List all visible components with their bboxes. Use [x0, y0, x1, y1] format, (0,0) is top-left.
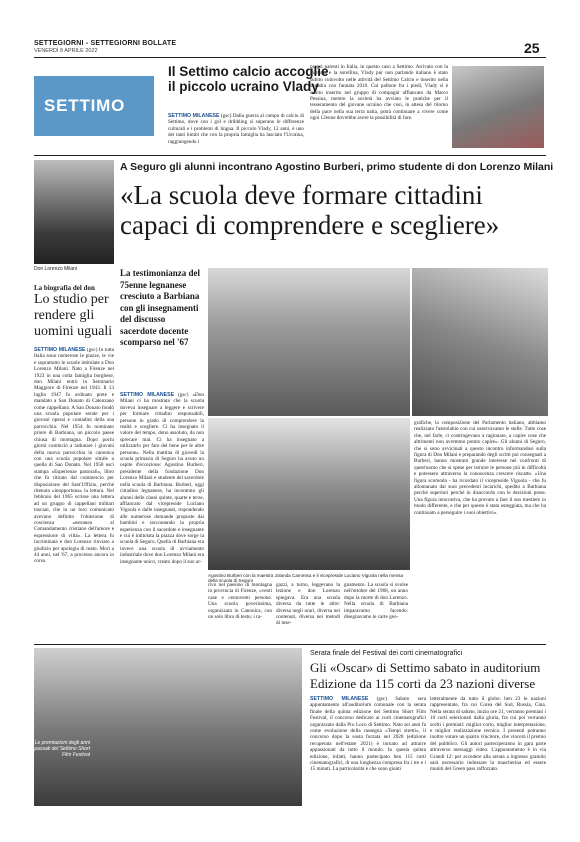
page-number: 25 [524, 40, 540, 56]
main-column-2: rivo nel paesino di montagna in provincia di Firenze, «venti case e centoventi persone. Una scuola poverissima, organizzata in Canonica, con un solo libro di testo; i ra- [208, 582, 272, 621]
oscar-column-1 [310, 696, 426, 808]
oscar-headline: Gli «Oscar» di Settimo sabato in auditorium [310, 660, 541, 675]
bio-headline: Lo studio per rendere gli uomini uguali [34, 292, 113, 339]
oscar-subheadline: Edizione da 115 corti da 23 nazioni diverse [310, 676, 536, 691]
main-text-1: (gsc) «Don Milani ci ha mostrato che la scuola doveva insegnare a leggere e scrivere per formare cittadini responsabili, persone in grado di comprendere la realtà e scegliere. Ci ha insegnato il valore del tempo, dono assoluto, da non sprecare mai. Ci ha insegnato a utilizzarlo per fare del bene per le altre persone». Nella mattina di giovedì la scuola primaria di Seguro ha avuto un ospite d'eccezione: Agostino Burberi, presidente della fondazione Don Lorenzo Milani e studente del sacerdote nella scuola di Barbiana. Burberi, oggi cittadino legnanese, ha incontrato gli alunni delle classi quinte, quarte e terze, affiancato dal vicepreside Luciano Vigoola e dalle insegnanti, rispondendo alle numerose domande proposte dai bambini e raccontando la propria esperienza con il sacerdote e insegnante e cui è intitolata la piazza dove sorge la scuola di Seguro. Quella di Barbiana era invece una scuola di avviamento industriale dove don Lorenzo Milani era insegnante unico, creato dopo il suo ar- [120, 392, 204, 565]
canteen-photo [208, 418, 410, 570]
oscar-kicker: Serata finale del Festival dei corti cinematografici [310, 650, 463, 657]
bio-kicker: La biografia del don [34, 284, 95, 292]
portrait-caption: Don Lorenzo Milani [34, 266, 78, 272]
main-headline: «La scuola deve formare cittadini capaci di comprendere e scegliere» [120, 180, 500, 240]
section-label: SETTIMO [44, 96, 126, 115]
main-column-5: grafiche, la composizione del Parlamento italiano, abbiamo realizzato l'astrolabio con cui osservavamo le stelle. Tutte cose che, nel farle, ci costringevano a ragionare, a capire cose che altrimenti non avremmo potuto capire». Gli alunni di Seguro, che si sono avvicinati a questo incontro informandosi sulla figura di Don Milani e preparando degli scritti poi consegnati a Burberi, hanno mostrato grande interesse nei confronti di quest'uomo che si spese per istruire le persone più in difficoltà e potessero attraverso la conoscenza crescere riscatto. «Una figura scomoda - ha ricordato il vicepreside Vigoola - che fu allontanato dai suoi precedenti incarichi, spedito a Barbiana perché superiori perché in disaccordo con le decisioni prese. Una figura innovativa, che ha provato a fare il suo mestiere in modo differente, e che per questo è stata osteggiata, ma che ha continuato a perseguire i suoi obiettivi». [414, 420, 546, 516]
main-column-4: gnamento. La scuola si svolse nell'ottobre del 1968, un anno dopo la morte di don Lorenzo. Nella scuola di Barbiana imparavamo facendo: disegnavamo le carte geo- [344, 582, 408, 621]
main-column-3: gazzi, a turno, leggevano la lezione e don Lorenzo spiegava. Era una scuola diversa da tutte le altre: diversa negli orari, diversa nei contenuti, diversa nei metodi di inse- [276, 582, 340, 627]
bio-text: (gsc) In tutta Italia sono numerose le piazze, le vie e soprattutto le scuole intitolate a Don Lorenzo Milani. Nato a Firenze nel 1923 in una colta famiglia borghese, don Milani entrò in Seminario Maggiore di Firenze nel 1943. Il 13 luglio 1947 fu ordinato prete e mandato a San Donato di Calenzano come cappellano. A San Donato fondò una scuola popolare serale per i giovani operai e contadini della sua parrocchia. Nel 1954 fu nominato priore di Barbiana, un piccolo paese chiusa di montagna. Dopo pochi giorni cominciò a radunare i giovani della nuova parrocchia in canonica con una scuola popolare simile a quella di San Donato. Nel 1958 uscì stampa «Esperienze pastorali», libro che fu ritirato dal commercio per disposizione del Sant'Uffizio, perché ritenuta «inopportuna» la lettura. Nel febbraio del 1965 scrisse una lettera ad un gruppo di cappellani militari toscani, che in un loro comunicato avevano definito l'obiezione di coscienza «estranea al Comandamento cristiano dell'amore e espressione di viltà». La lettera fu incriminata e don Lorenzo rinviato a giudizio per apologia di reato. Morì a 44 anni, nel '67, a processo ancora in corso. [34, 347, 114, 565]
oscar-body-kicker: SETTIMO MILANESE [310, 696, 369, 702]
festival-award-photo [34, 648, 302, 806]
main-column-1 [120, 392, 204, 637]
calcio-text-1: (gsc) Dalla guerra al campo di calcio di Settimo, dove con i gol e dribbling si superano le differenze culturali e i problemi di lingua. Il piccolo Vlady, 12 anni, è uno dei tanti bimbi che con la propria famiglia ha lasciato l'Ucraina, raggiungendo i [168, 113, 304, 145]
main-kicker: A Seguro gli alunni incontrano Agostino Burberi, primo studente di don Lorenzo Milani [120, 161, 554, 173]
oscar-divider [34, 644, 546, 645]
oscar-column-2: letteralmente da tutto il globo: ben 23 le nazioni rappresentate, fra cui Corea del Sud, Russia, Cina. Nella serata di sabato, inizio ore 21, verranno premiati i 10 corti selezionati dalla giuria, fra cui poi verranno scelti i premiati: miglior corto, miglior interpretazione, e miglior realizzazione tecnica. I presenti potranno inoltre votare un quarto vincitore, che vincerà il premio del pubblico. Gli autori parteciperanno in gara parte attraverso messaggi video. L'appuntamento è in via Grandi 12: per accedere alla serata a ingresso gratuito sarà necessario indossare la mascherina ed essere muniti del Green pass rafforzato. [430, 696, 546, 773]
publication-name: SETTEGIORNI - SETTEGIORNI BOLLATE [34, 40, 177, 47]
main-photo-caption: Agostino Burberi con la maestra Jolanda Cammisa e il vicepreside Luciano Vigoola nella mensa della scuola di Seguro [208, 573, 404, 583]
bio-column [34, 347, 114, 652]
oscar-text-1: (gsc) Sabato sera appuntamento all'auditorium comunale con la serata finale della quinta edizione del Settimo Short Film Festival, il concorso dedicato ai corti cinematografici organizzato dalla Pro Loco di Settimo. Nato sei anni fa come evoluzione della rassegna «Tempi stretti», il concorso dopo la sosta forzata nel 2020 (edizione recuperata nell'estate 2021) è tornato ad attrarre appassionati da tutto il mondo. In questa quinta edizione, infatti, hanno partecipato ben 115 corti cinematografici, di una lunghezza compresa fra i tre e i 15 minuti. La particolarità è che sono giunti [310, 696, 426, 773]
calcio-column-1 [168, 113, 304, 145]
issue-date: VENERDÌ 8 APRILE 2022 [34, 48, 98, 54]
calcio-kicker: SETTIMO MILANESE [168, 113, 220, 119]
calcio-column-2: propri parenti in Italia, in questo caso a Settimo. Arrivato con la mamma e la sorellina, Vlady pur non parlando italiano è stato subito coinvolto nelle attività del Settimo Calcio e inserito nella squadra con l'annata 2010. Col pallone fra i piedi, Vlady si è subito inserito nel gruppo di compagni affiancato da Marco Pessina, mentre la società ha avviato le pratiche per il tesseramento del giovane ucraino che così, in attesa del ritorno della pace nella sua terra natia, potrà continuare a vivere come ogni 12enne dovrebbe avere la possibilità di fare. [310, 64, 448, 122]
oscar-photo-caption: Le premiazioni degli anni passati del Settimo Short Film Festival [34, 740, 90, 758]
section-divider [34, 155, 546, 156]
students-photo [208, 268, 410, 416]
speaker-photo [412, 268, 548, 416]
portrait-photo [34, 160, 114, 264]
calcio-headline: Il Settimo calcio accoglie il piccolo ucraino Vlady [168, 64, 329, 94]
main-body-kicker: SETTIMO MILANESE [120, 392, 175, 398]
bio-body-kicker: SETTIMO MILANESE [34, 347, 86, 353]
main-deck: La testimonianza del 75enne legnanese cresciuto a Barbiana con gli insegnamenti del discusso sacerdote docente scomparso nel '67 [120, 268, 200, 347]
header-rule [34, 57, 546, 58]
section-badge [34, 76, 154, 136]
soccer-team-photo [452, 66, 544, 148]
